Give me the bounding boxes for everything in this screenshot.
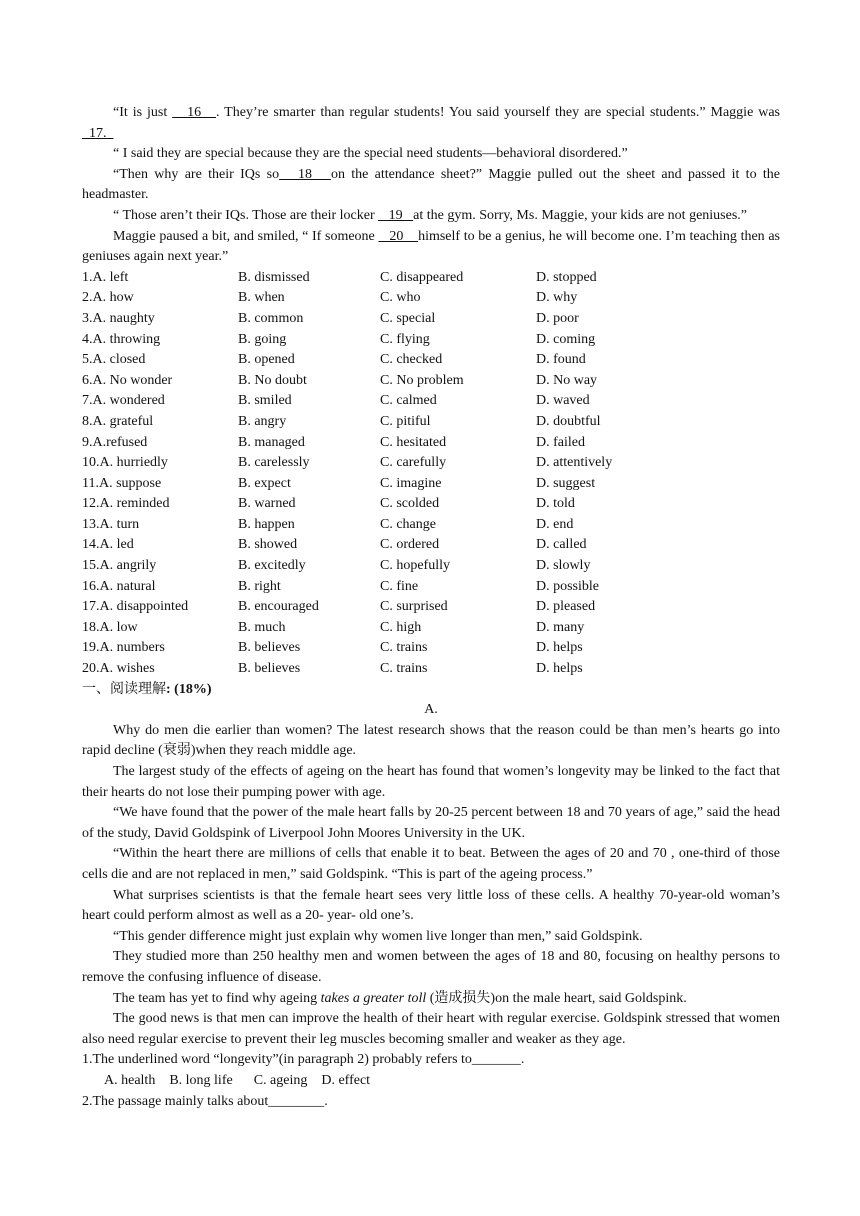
option-a: 4.A. throwing (82, 331, 161, 347)
passage-paragraph: The largest study of the effects of ageing on the heart has found that women’s longevity may be linked to the fact that their hearts do not lose their pumping power with age. (82, 764, 780, 800)
option-c: C. high (380, 619, 422, 635)
cloze-paragraph (82, 165, 780, 206)
option-a: 3.A. naughty (82, 310, 155, 326)
option-b: B. right (238, 578, 281, 594)
passage-paragraph: Why do men die earlier than women? The latest research shows that the reason could be than men’s hearts go into rapid decline (衰弱)when they reach middle age. (82, 722, 780, 759)
option-a: 16.A. natural (82, 578, 156, 594)
text: “Then why are their IQs so (113, 166, 280, 182)
option-b: B. No doubt (238, 372, 307, 388)
option-c: C. disappeared (380, 269, 464, 285)
question-row (82, 330, 780, 351)
option-d: D. called (536, 537, 587, 553)
question-row (82, 618, 780, 639)
blank-17: 17. (82, 125, 114, 141)
option-d: D. doubtful (536, 413, 601, 429)
question-row (82, 288, 780, 309)
text: Maggie paused a bit, and smiled, “ If someone (113, 228, 375, 244)
option-a: 19.A. numbers (82, 640, 165, 656)
text: at the gym. Sorry, Ms. Maggie, your kids are not geniuses.” (413, 207, 747, 223)
option-c: C. trains (380, 640, 428, 656)
option-c: C. who (380, 290, 421, 306)
question-row (82, 350, 780, 371)
option-c: C. trains (380, 661, 428, 677)
question-row (82, 309, 780, 330)
blank-20: 20 (378, 228, 419, 244)
option-a: 5.A. closed (82, 352, 146, 368)
question-row (82, 535, 780, 556)
option-c: C. carefully (380, 455, 447, 471)
option-a: 7.A. wondered (82, 393, 165, 409)
option-a: 13.A. turn (82, 516, 140, 532)
option-b: B. opened (238, 352, 295, 368)
passage-label: A. (424, 702, 438, 718)
option-d: D. failed (536, 434, 585, 450)
option-b: B. angry (238, 413, 287, 429)
option-d: D. many (536, 619, 585, 635)
option-a: 8.A. grateful (82, 413, 154, 429)
option-a: 1.A. left (82, 269, 129, 285)
text: (造成损失)on the male heart, said Goldspink. (426, 990, 687, 1006)
text: himself to be a genius, he will become one. I’m teaching then as geniuses again next year.” (82, 228, 781, 265)
option-b: B. carelessly (238, 455, 310, 471)
option-d: D. possible (536, 578, 599, 594)
cloze-paragraph: “ I said they are special because they are the special need students—behavioral disordered.” (113, 146, 628, 162)
option-d: D. told (536, 496, 575, 512)
blank-16: 16 (172, 105, 216, 120)
blank-19: 19 (378, 207, 414, 223)
option-d: D. pleased (536, 599, 596, 615)
text: . They’re smarter than regular students! You said yourself they are special students.” Maggie was (215, 105, 781, 120)
option-b: B. managed (238, 434, 305, 450)
option-a: 11.A. suppose (82, 475, 162, 491)
option-c: C. calmed (380, 393, 437, 409)
option-b: B. encouraged (238, 599, 319, 615)
passage-paragraph: They studied more than 250 healthy men and women between the ages of 18 and 80, focusing on healthy persons to remove the confusing influence of disease. (82, 949, 780, 985)
option-b: B. warned (238, 496, 296, 512)
question-row (82, 597, 780, 618)
option-c: C. surprised (380, 599, 448, 615)
option-b: B. excitedly (238, 558, 306, 574)
option-a: 14.A. led (82, 537, 134, 553)
option-d: D. coming (536, 331, 596, 347)
question-row (82, 577, 780, 598)
option-b: B. when (238, 290, 285, 306)
passage-paragraph: “This gender difference might just explain why women live longer than men,” said Goldspink. (113, 928, 643, 944)
question-row (82, 433, 780, 454)
option-b: B. common (238, 310, 304, 326)
question-row (82, 659, 780, 680)
question-row (82, 453, 780, 474)
option-b: B. showed (238, 537, 298, 553)
option-c: C. ordered (380, 537, 440, 553)
option-c: C. checked (380, 352, 443, 368)
option-b: B. smiled (238, 393, 292, 409)
text: “ Those aren’t their IQs. Those are their locker (113, 207, 375, 223)
section-heading-score: : (18%) (166, 681, 212, 697)
passage-paragraph (82, 989, 780, 1010)
option-d: D. poor (536, 310, 579, 326)
passage-paragraph: “We have found that the power of the male heart falls by 20-25 percent between 18 and 70 years of age,” said the head of the study, David Goldspink of Liverpool John Moores University in the UK. (82, 805, 780, 841)
section-heading-cn: 一、阅读理解 (82, 681, 166, 697)
option-b: B. much (238, 619, 286, 635)
question-row (82, 412, 780, 433)
question-2: 2.The passage mainly talks about________. (82, 1093, 328, 1109)
option-d: D. No way (536, 372, 598, 388)
option-a: 17.A. disappointed (82, 599, 189, 615)
option-a: 9.A.refused (82, 434, 148, 450)
cloze-paragraph (82, 206, 780, 227)
cloze-options-list (82, 268, 780, 680)
question-row (82, 556, 780, 577)
cloze-paragraph (82, 227, 780, 268)
question-row (82, 391, 780, 412)
option-b: B. expect (238, 475, 291, 491)
passage-paragraph: “Within the heart there are millions of cells that enable it to beat. Between the ages of 20 and 70 , one-third of those cells die and are not replaced in men,” said Goldspink. “This is part of the ageing process.” (82, 846, 780, 882)
question-row (82, 268, 780, 289)
option-d: D. stopped (536, 269, 597, 285)
question-row (82, 515, 780, 536)
option-d: D. slowly (536, 558, 591, 574)
option-b: B. happen (238, 516, 295, 532)
option-a: 15.A. angrily (82, 558, 157, 574)
document-page (82, 103, 780, 1112)
cloze-paragraph (82, 103, 780, 144)
option-c: C. hopefully (380, 558, 450, 574)
question-row (82, 638, 780, 659)
text: “It is just (113, 105, 168, 120)
passage-paragraph: What surprises scientists is that the female heart sees very little loss of these cells. A healthy 70-year-old woman’s heart could perform almost as well as a 20- year- old one’s. (82, 887, 780, 924)
option-c: C. No problem (380, 372, 464, 388)
blank-18: 18 (279, 166, 331, 182)
option-d: D. helps (536, 640, 583, 656)
question-row (82, 474, 780, 495)
option-c: C. imagine (380, 475, 442, 491)
option-c: C. hesitated (380, 434, 447, 450)
option-c: C. pitiful (380, 413, 431, 429)
question-1: 1.The underlined word “longevity”(in paragraph 2) probably refers to_______. (82, 1052, 525, 1068)
option-b: B. believes (238, 661, 301, 677)
option-c: C. change (380, 516, 436, 532)
text: on the attendance sheet?” Maggie pulled out the sheet and passed it to the headmaster. (82, 166, 780, 203)
italic-phrase: takes a greater toll (320, 990, 427, 1006)
option-c: C. scolded (380, 496, 440, 512)
text: The team has yet to find why ageing (113, 990, 321, 1006)
question-row (82, 371, 780, 392)
option-d: D. suggest (536, 475, 596, 491)
option-a: 2.A. how (82, 290, 134, 306)
option-b: B. believes (238, 640, 301, 656)
option-d: D. attentively (536, 455, 613, 471)
option-d: D. why (536, 290, 578, 306)
option-a: 10.A. hurriedly (82, 455, 168, 471)
option-c: C. flying (380, 331, 430, 347)
question-row (82, 494, 780, 515)
option-b: B. going (238, 331, 287, 347)
option-d: D. found (536, 352, 586, 368)
option-a: 18.A. low (82, 619, 138, 635)
passage-paragraph: The good news is that men can improve the health of their heart with regular exercise. Goldspink stressed that women also need regular exercise to prevent their leg muscles becoming smaller and weaker as they age. (82, 1011, 780, 1047)
option-d: D. helps (536, 661, 583, 677)
option-c: C. special (380, 310, 436, 326)
question-1-options: A. health B. long life C. ageing D. effect (104, 1072, 371, 1088)
option-b: B. dismissed (238, 269, 310, 285)
option-d: D. waved (536, 393, 590, 409)
option-a: 12.A. reminded (82, 496, 170, 512)
option-a: 6.A. No wonder (82, 372, 173, 388)
option-d: D. end (536, 516, 574, 532)
option-c: C. fine (380, 578, 419, 594)
option-a: 20.A. wishes (82, 661, 155, 677)
section-heading (82, 680, 780, 701)
